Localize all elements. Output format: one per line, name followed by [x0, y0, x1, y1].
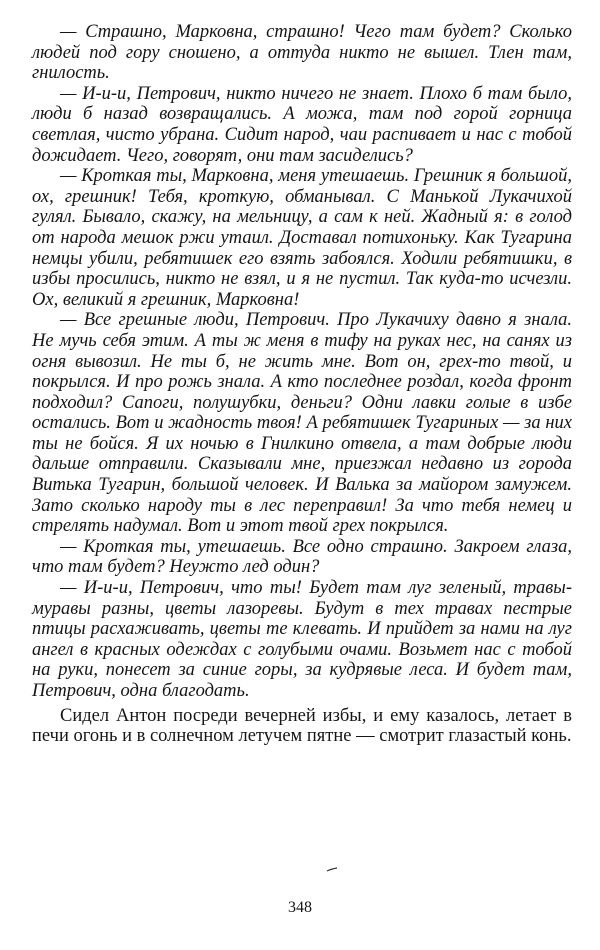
page-body	[32, 22, 572, 747]
paragraph-3: — Кроткая ты, Марковна, меня утешаешь. Грешник я большой, ох, грешник! Тебя, кроткую, обманывал. С Манькой Лукачихой гулял. Бывало, скажу, на мельницу, а сам к ней. Жадный я: в голод от народа мешок ржи утаил. Доставал потихоньку. Как Тугарина немцы убили, ребятишек его взять забоялся. Ходили ребятишки, в избы просились, никто не взял, и я не пустил. Так куда-то исчезли. Ох, великий я грешник, Марковна!	[32, 166, 572, 310]
paragraph-7: Сидел Антон посреди вечерней избы, и ему казалось, летает в печи огонь и в солнечном летучем пятне — смотрит глазастый конь.	[32, 705, 572, 747]
paragraph-5: — Кроткая ты, утешаешь. Все одно страшно. Закроем глаза, что там будет? Неужто лед один?	[32, 536, 572, 578]
ink-smudge	[326, 867, 338, 873]
page-number: 348	[288, 899, 312, 916]
paragraph-1: — Страшно, Марковна, страшно! Чего там будет? Сколько людей под гору сношено, а оттуда никто не вышел. Тлен там, гнилость.	[32, 22, 572, 84]
paragraph-4: — Все грешные люди, Петрович. Про Лукачиху давно я знала. Не мучь себя этим. А ты ж меня в тифу на руках нес, на санях из огня вывозил. Не ты б, не жить мне. Вот он, грех-то твой, и покрылся. И про рожь знала. А кто последнее роздал, когда фронт подходил? Сапоги, полушубки, деньги? Одни лавки голые в избе остались. Вот и жадность твоя! А ребятишек Тугариных — за них ты не бойся. Я их ночью в Гнилкино отвела, а там добрые люди дальше отправили. Сказывали мне, приезжал недавно из города Витька Тугарин, большой человек. И Валька за майором замужем. Зато сколько народу ты в лес переправил! За что тебя немец и стрелять надумал. Вот и этот твой грех покрылся.	[32, 310, 572, 537]
paragraph-2: — И-и-и, Петрович, никто ничего не знает. Плохо б там было, люди б назад возвращались. А можа, там под горой горница светлая, чисто убрана. Сидит народ, чаи распивает и нас с тобой дожидает. Чего, говорят, они там засиделись?	[32, 83, 572, 166]
paragraph-6: — И-и-и, Петрович, что ты! Будет там луг зеленый, травы-муравы разны, цветы лазоревы. Будут в тех травах пестрые птицы расхаживать, цветы те клевать. И прийдет за нами на луг ангел в красных одеждах с голубыми очами. Возьмет нас с тобой на руки, понесет за синие горы, за кудрявые леса. И будет там, Петрович, одна благодать.	[32, 578, 572, 701]
